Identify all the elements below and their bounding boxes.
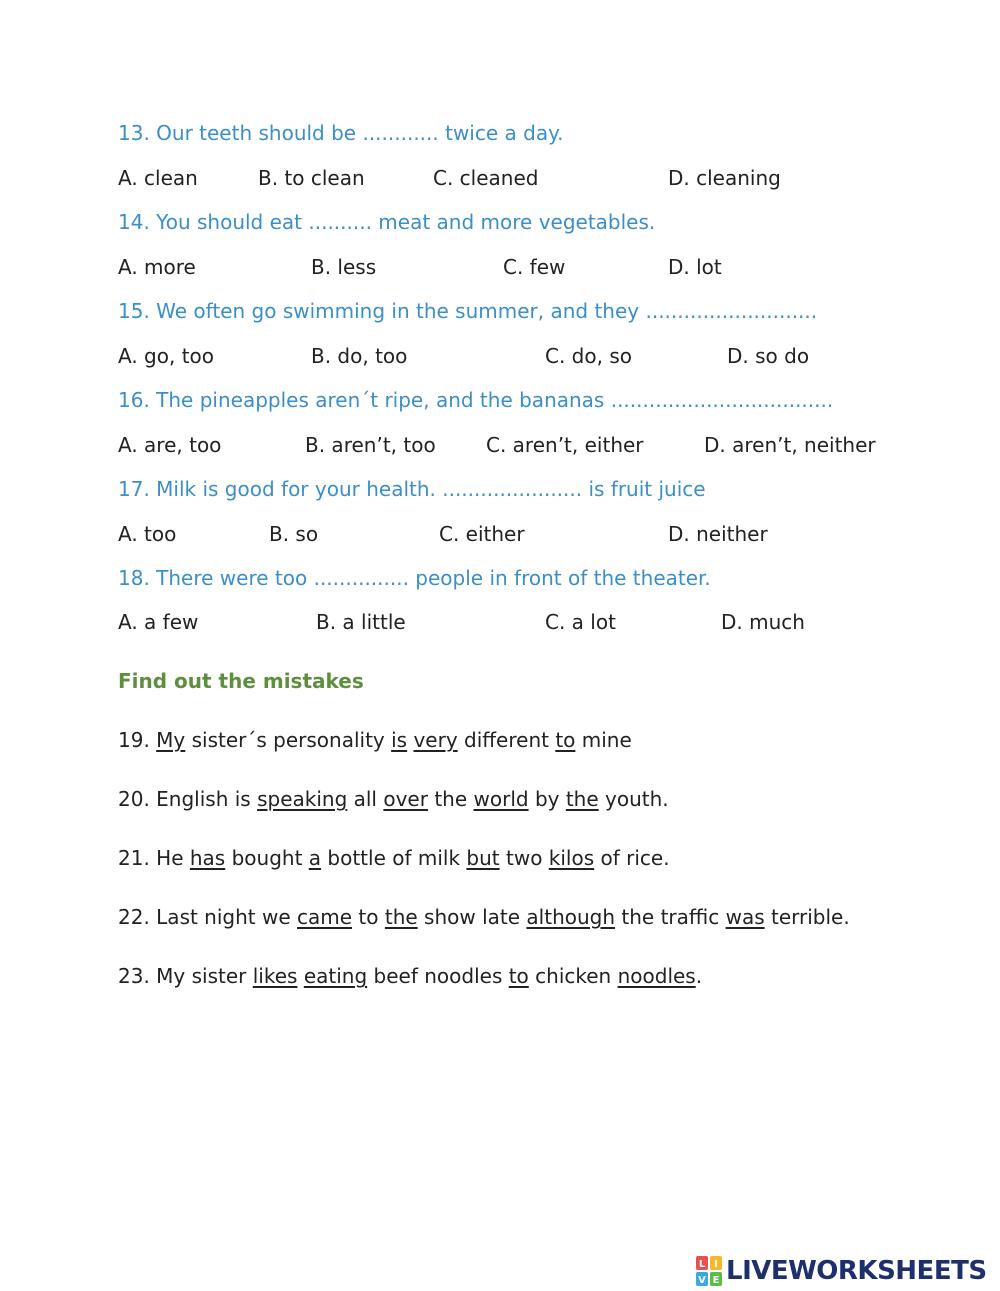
q17-option-d[interactable]: D. neither <box>668 522 768 546</box>
mistake-20 <box>118 787 669 811</box>
q16-option-b[interactable]: B. aren’t, too <box>305 433 436 457</box>
underlined-word[interactable]: My <box>156 728 186 752</box>
text: to <box>352 905 385 929</box>
q17-option-a[interactable]: A. too <box>118 522 177 546</box>
underlined-word[interactable]: the <box>565 787 599 811</box>
underlined-word[interactable]: noodles <box>617 964 696 988</box>
q15-option-d[interactable]: D. so do <box>727 344 810 368</box>
q14-option-b[interactable]: B. less <box>311 255 377 279</box>
question-13: 13. Our teeth should be ............ twice a day. <box>118 121 564 145</box>
text: 22. Last night we <box>118 905 298 929</box>
text: the traffic <box>615 905 726 929</box>
q13-option-c[interactable]: C. cleaned <box>433 166 539 190</box>
q18-option-d[interactable]: D. much <box>721 610 805 634</box>
q13-option-a[interactable]: A. clean <box>118 166 198 190</box>
underlined-word[interactable]: was <box>725 905 765 929</box>
mistake-23 <box>118 964 702 988</box>
underlined-word[interactable]: to <box>508 964 529 988</box>
underlined-word[interactable]: world <box>473 787 529 811</box>
underlined-word[interactable]: the <box>384 905 418 929</box>
underlined-word[interactable]: has <box>189 846 226 870</box>
text: beef noodles <box>367 964 509 988</box>
question-15: 15. We often go swimming in the summer, and they ........................... <box>118 299 818 323</box>
text: 19. <box>118 728 157 752</box>
underlined-word[interactable]: but <box>466 846 500 870</box>
text: mine <box>575 728 632 752</box>
text: two <box>499 846 549 870</box>
underlined-word[interactable]: eating <box>303 964 368 988</box>
question-18: 18. There were too ............... people in front of the theater. <box>118 566 711 590</box>
underlined-word[interactable]: over <box>383 787 428 811</box>
logo-mark-letter: V <box>698 1275 706 1286</box>
q15-option-a[interactable]: A. go, too <box>118 344 215 368</box>
text: show late <box>417 905 527 929</box>
text: of rice. <box>594 846 670 870</box>
logo-text: LIVEWORKSHEETS <box>726 1256 987 1286</box>
q13-option-d[interactable]: D. cleaning <box>668 166 781 190</box>
q17-option-c[interactable]: C. either <box>439 522 525 546</box>
question-16: 16. The pineapples aren´t ripe, and the bananas ................................... <box>118 388 834 412</box>
q13-option-b[interactable]: B. to clean <box>258 166 365 190</box>
underlined-word[interactable]: speaking <box>257 787 348 811</box>
q16-option-a[interactable]: A. are, too <box>118 433 222 457</box>
logo-mark-letter: E <box>712 1275 720 1286</box>
underlined-word[interactable]: likes <box>252 964 298 988</box>
text: youth. <box>598 787 669 811</box>
text: 20. English is <box>118 787 258 811</box>
text: the <box>427 787 474 811</box>
q14-option-d[interactable]: D. lot <box>668 255 722 279</box>
q17-option-b[interactable]: B. so <box>269 522 319 546</box>
logo-mark-letter: I <box>714 1259 718 1270</box>
q15-option-c[interactable]: C. do, so <box>545 344 632 368</box>
q14-option-a[interactable]: A. more <box>118 255 196 279</box>
text: bought <box>225 846 309 870</box>
q14-option-c[interactable]: C. few <box>503 255 566 279</box>
text: chicken <box>528 964 618 988</box>
mistake-22 <box>118 905 850 929</box>
text: all <box>347 787 384 811</box>
underlined-word[interactable]: is <box>391 728 408 752</box>
text: 21. He <box>118 846 190 870</box>
section-title: Find out the mistakes <box>118 669 364 693</box>
text: . <box>695 964 703 988</box>
liveworksheets-logo <box>696 1254 987 1288</box>
q18-option-c[interactable]: C. a lot <box>545 610 616 634</box>
mistake-19 <box>118 728 632 752</box>
question-14: 14. You should eat .......... meat and more vegetables. <box>118 210 656 234</box>
underlined-word[interactable]: very <box>413 728 458 752</box>
q16-option-c[interactable]: C. aren’t, either <box>486 433 644 457</box>
underlined-word[interactable]: came <box>297 905 353 929</box>
underlined-word[interactable]: to <box>555 728 576 752</box>
text: by <box>528 787 566 811</box>
logo-mark-letter: L <box>698 1259 706 1270</box>
underlined-word[interactable]: kilos <box>548 846 595 870</box>
q18-option-b[interactable]: B. a little <box>316 610 406 634</box>
mistake-21 <box>118 846 670 870</box>
q16-option-d[interactable]: D. aren’t, neither <box>704 433 876 457</box>
liveworksheets-logo-icon <box>696 1256 722 1286</box>
q18-option-a[interactable]: A. a few <box>118 610 199 634</box>
text: different <box>457 728 556 752</box>
text: 23. My sister <box>118 964 253 988</box>
text: bottle of milk <box>321 846 467 870</box>
question-17: 17. Milk is good for your health. ...................... is fruit juice <box>118 477 706 501</box>
text: terrible. <box>764 905 850 929</box>
q15-option-b[interactable]: B. do, too <box>311 344 408 368</box>
underlined-word[interactable]: a <box>308 846 322 870</box>
text: sister´s personality <box>185 728 392 752</box>
underlined-word[interactable]: although <box>526 905 616 929</box>
